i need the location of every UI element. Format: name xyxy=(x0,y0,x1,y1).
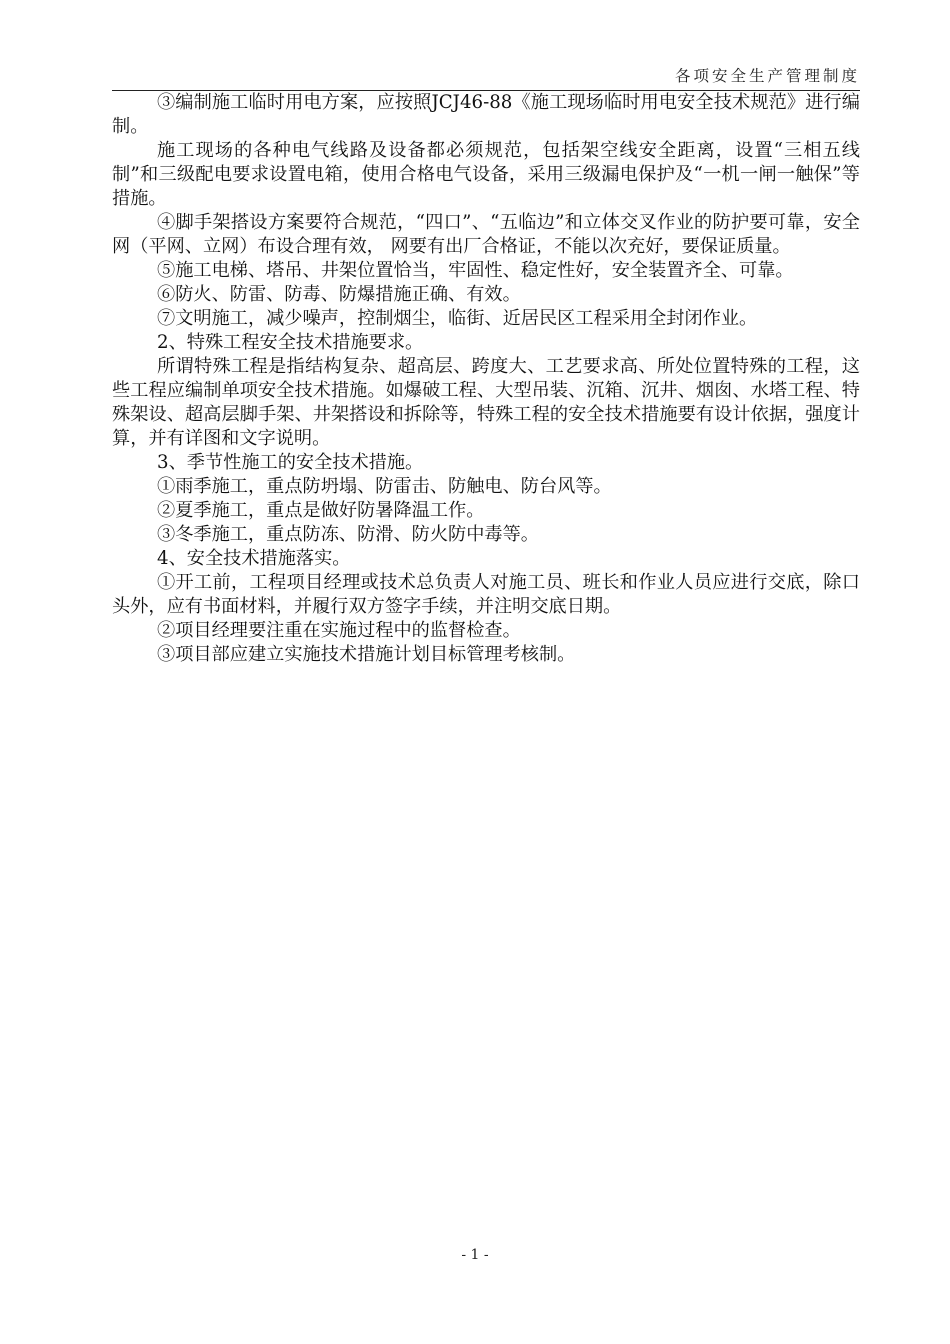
paragraph-fire-lightning: ⑥防火、防雷、防毒、防爆措施正确、有效。 xyxy=(157,284,521,305)
page-header xyxy=(112,66,860,91)
paragraph-summer: ②夏季施工，重点是做好防暑降温工作。 xyxy=(157,500,485,521)
section-heading-special-projects: 2、特殊工程安全技术措施要求。 xyxy=(157,332,424,353)
paragraph-special-projects: 所谓特殊工程是指结构复杂、超高层、跨度大、工艺要求高、所处位置特殊的工程，这些工程应编制单项安全技术措施。如爆破工程、大型吊装、沉箱、沉井、烟囱、水塔工程、特殊架设、超高层脚手架、井架搭设和拆除等，特殊工程的安全技术措施要有设计依据，强度计算，并有详图和文字说明。 xyxy=(112,356,860,449)
paragraph-supervision: ②项目经理要注重在实施过程中的监督检查。 xyxy=(157,620,521,641)
paragraph-lifting-equipment: ⑤施工电梯、塔吊、井架位置恰当，牢固性、稳定性好，安全装置齐全、可靠。 xyxy=(157,260,794,281)
paragraph-rainy-season: ①雨季施工，重点防坍塌、防雷击、防触电、防台风等。 xyxy=(157,476,612,497)
paragraph-winter: ③冬季施工，重点防冻、防滑、防火防中毒等。 xyxy=(157,524,539,545)
paragraph-scaffolding: ④脚手架搭设方案要符合规范，“四口”、“五临边”和立体交叉作业的防护要可靠，安全网（平网、立网）布设合理有效， 网要有出厂合格证，不能以次充好，要保证质量。 xyxy=(112,212,860,257)
section-heading-seasonal: 3、季节性施工的安全技术措施。 xyxy=(157,452,424,473)
paragraph-briefing: ①开工前，工程项目经理或技术总负责人对施工员、班长和作业人员应进行交底，除口头外，应有书面材料，并履行双方签字手续，并注明交底日期。 xyxy=(112,572,860,617)
section-heading-implementation: 4、安全技术措施落实。 xyxy=(157,548,351,569)
paragraph-temp-power-plan: ③编制施工临时用电方案，应按照JCJ46-88《施工现场临时用电安全技术规范》进行编制。 xyxy=(112,92,860,137)
document-body xyxy=(112,91,860,667)
paragraph-assessment: ③项目部应建立实施技术措施计划目标管理考核制。 xyxy=(157,644,576,665)
header-title: 各项安全生产管理制度 xyxy=(674,67,860,85)
paragraph-electrical-lines: 施工现场的各种电气线路及设备都必须规范，包括架空线安全距离，设置“三相五线制”和三级配电要求设置电箱，使用合格电气设备，采用三级漏电保护及“一机一闸一触保”等措施。 xyxy=(112,140,860,209)
page-number: - 1 - xyxy=(461,1247,489,1263)
paragraph-civilized-construction: ⑦文明施工，减少噪声，控制烟尘，临街、近居民区工程采用全封闭作业。 xyxy=(157,308,758,329)
